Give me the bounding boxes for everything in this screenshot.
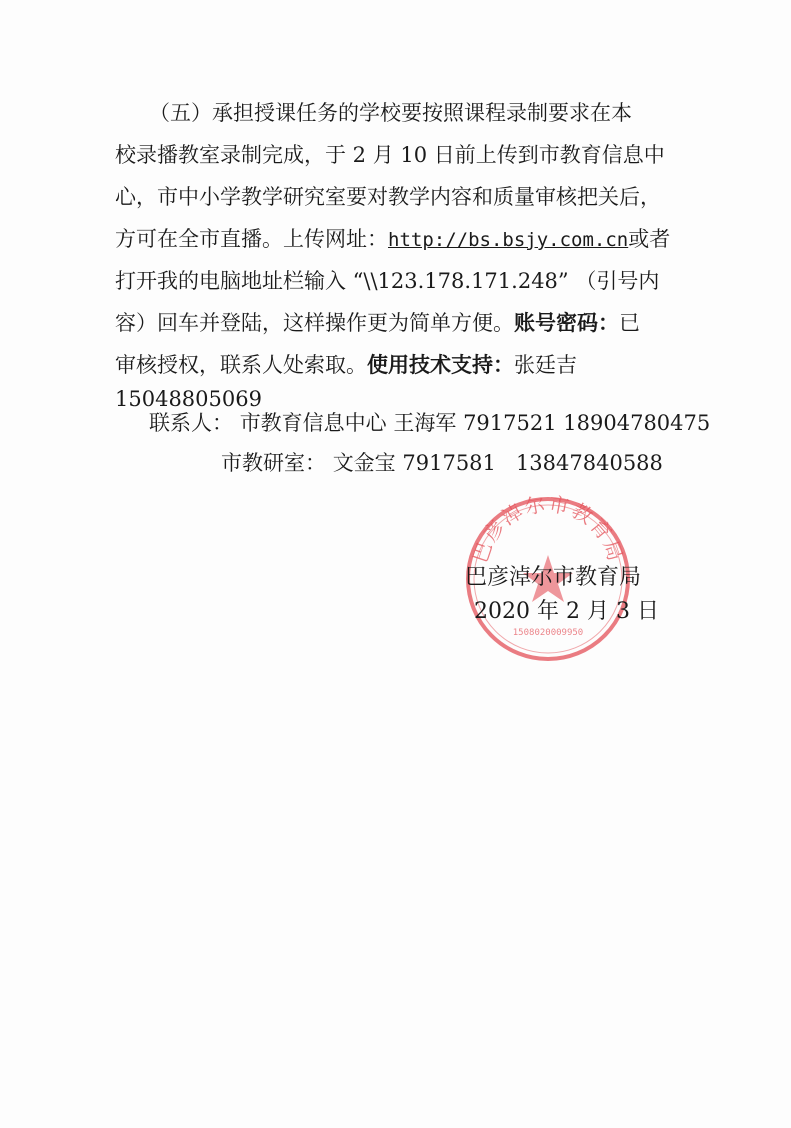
account-password-label: 账号密码： <box>514 311 619 335</box>
contact-org: 市教研室： <box>221 451 326 475</box>
contact-phone: 7917521 <box>463 411 557 435</box>
paragraph-line-5 <box>115 267 659 295</box>
seal-number: 1508020009950 <box>512 628 584 638</box>
paragraph-line-6 <box>115 309 640 337</box>
contact-name: 文金宝 <box>332 451 396 475</box>
contact-line-2 <box>221 449 663 477</box>
contact-org: 市教育信息中心 <box>239 411 387 435</box>
contact-mobile: 18904780475 <box>563 411 711 435</box>
svg-text:巴彦淖尔市教育局 <box>468 493 629 566</box>
paragraph-text: 容）回车并登陆，这样操作更为简单方便。 <box>115 311 514 335</box>
paragraph-line-4 <box>115 225 670 254</box>
contact-mobile: 13847840588 <box>515 451 663 475</box>
contact-phone: 7917581 <box>402 451 496 475</box>
paragraph-text: 方可在全市直播。上传网址： <box>115 227 388 251</box>
upload-url-link[interactable]: http://bs.bsjy.com.cn <box>388 229 629 251</box>
paragraph-line-2 <box>115 141 665 169</box>
contact-name: 王海军 <box>393 411 457 435</box>
paragraph-text: （五）承担授课任务的学校要按照课程录制要求在本 <box>149 101 632 125</box>
contact-label: 联系人： <box>149 411 233 435</box>
paragraph-text: 打开我的电脑地址栏输入 “\\123.178.171.248” （引号内 <box>115 269 660 293</box>
paragraph-text: 审核授权，联系人处索取。 <box>115 353 367 377</box>
paragraph-text: 校录播教室录制完成，于 2 月 10 日前上传到市教育信息中 <box>115 143 665 167</box>
tech-support-label: 使用技术支持： <box>367 353 514 377</box>
paragraph-text: 已 <box>619 311 640 335</box>
paragraph-text: 心，市中小学教学研究室要对教学内容和质量审核把关后， <box>115 185 661 209</box>
paragraph-text: 张廷吉 <box>514 353 577 377</box>
paragraph-line-3 <box>115 183 661 211</box>
seal-text: 巴彦淖尔市教育局 <box>467 493 629 566</box>
paragraph-line-7 <box>115 351 577 379</box>
paragraph-text: 或者 <box>628 227 671 251</box>
issue-date: 2020 年 2 月 3 日 <box>474 599 659 624</box>
contact-line-1 <box>149 409 710 437</box>
paragraph-line-1 <box>149 99 632 127</box>
support-phone: 15048805069 <box>115 387 262 411</box>
issuing-organization: 巴彦淖尔市教育局 <box>465 565 642 590</box>
